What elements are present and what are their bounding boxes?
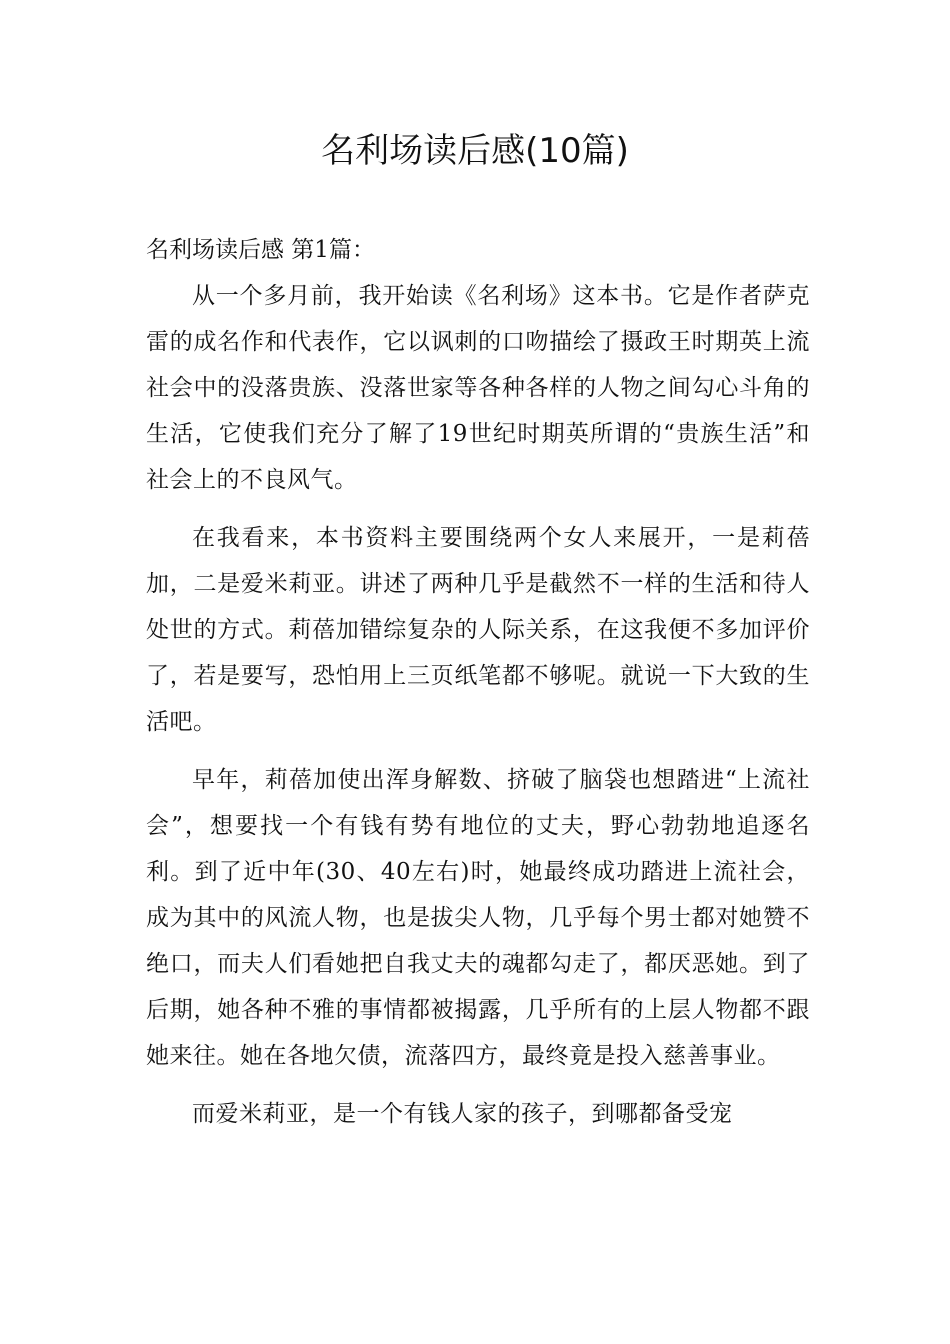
section-heading: 名利场读后感 第1篇： xyxy=(146,237,375,263)
paragraph-3: 早年，莉蓓加使出浑身解数、挤破了脑袋也想踏进“上流社会”，想要找一个有钱有势有地位的丈夫，野心勃勃地追逐名利。到了近中年(30、40左右)时，她最终成功踏进上流社会，成为其中的风流人物，也是拔尖人物，几乎每个男士都对她赞不绝口，而夫人们看她把自我丈夫的魂都勾走了，都厌恶她。到了后期，她各种不雅的事情都被揭露，几乎所有的上层人物都不跟她来往。她在各地欠债，流落四方，最终竟是投入慈善事业。 xyxy=(146,767,810,1069)
document-title: 名利场读后感(10篇) xyxy=(321,131,629,171)
document-body xyxy=(146,227,810,1149)
paragraph-2: 在我看来，本书资料主要围绕两个女人来展开，一是莉蓓加，二是爱米莉亚。讲述了两种几乎是截然不一样的生活和待人处世的方式。莉蓓加错综复杂的人际关系，在这我便不多加评价了，若是要写，恐怕用上三页纸笔都不够呢。就说一下大致的生活吧。 xyxy=(146,525,810,735)
paragraph-4: 而爱米莉亚，是一个有钱人家的孩子，到哪都备受宠 xyxy=(192,1101,733,1127)
paragraph-1: 从一个多月前，我开始读《名利场》这本书。它是作者萨克雷的成名作和代表作，它以讽刺的口吻描绘了摄政王时期英上流社会中的没落贵族、没落世家等各种各样的人物之间勾心斗角的生活，它使我们充分了解了19世纪时期英所谓的“贵族生活”和社会上的不良风气。 xyxy=(146,283,810,493)
